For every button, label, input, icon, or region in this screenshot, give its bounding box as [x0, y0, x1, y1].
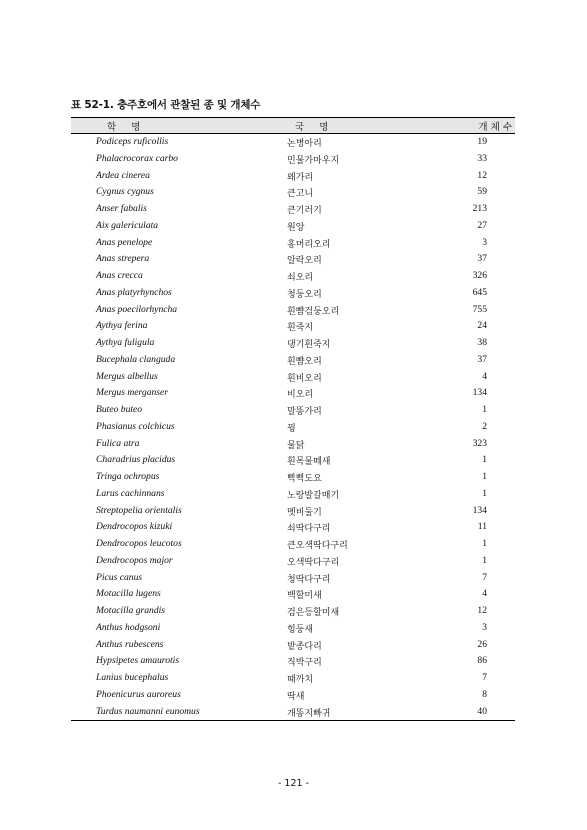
korean-name-cell: 큰기러기 [287, 206, 322, 216]
scientific-name-cell: Picus canus [96, 571, 143, 583]
korean-name-cell: 알락오리 [287, 256, 322, 267]
table-header [71, 118, 515, 134]
count-cell: 12 [477, 169, 487, 181]
korean-name-cell: 비오리 [287, 390, 314, 401]
scientific-name-cell: Aix galericulata [96, 219, 159, 231]
korean-name-cell: 민물가마우지 [287, 155, 340, 166]
korean-name-cell: 큰오색딱다구리 [287, 541, 348, 551]
korean-name-cell: 청딱다구리 [287, 574, 331, 585]
table-row [71, 570, 515, 587]
scientific-name-cell: Streptopelia orientalis [96, 504, 182, 516]
korean-name-cell: 노랑발갈매기 [287, 490, 340, 501]
count-cell: 134 [472, 504, 487, 516]
table-row [71, 620, 515, 637]
table-row [71, 268, 515, 285]
table-row [71, 653, 515, 670]
scientific-name-cell: Fulica atra [96, 437, 140, 449]
table-row [71, 251, 515, 268]
korean-name-cell: 직박구리 [287, 658, 322, 669]
count-cell: 37 [477, 353, 487, 365]
korean-name-cell: 밭종다리 [287, 641, 322, 652]
scientific-name-cell: Larus cachinnans [96, 487, 165, 499]
count-cell: 1 [482, 554, 487, 566]
count-cell: 7 [482, 571, 487, 583]
scientific-name-cell: Dendrocopos kizuki [96, 521, 173, 533]
scientific-name-cell: Anas crecca [96, 270, 143, 281]
count-cell: 3 [482, 236, 487, 248]
table-row [71, 335, 515, 352]
korean-name-cell: 홍머리오리 [287, 239, 331, 250]
table-row [71, 670, 515, 687]
count-cell: 213 [472, 203, 487, 214]
scientific-name-cell: Phoenicurus auroreus [96, 688, 181, 700]
header-count: 개 체 수 [478, 122, 512, 133]
table-row [71, 452, 515, 469]
scientific-name-cell: Buteo buteo [96, 404, 143, 415]
korean-name-cell: 왜가리 [287, 172, 314, 183]
korean-name-cell: 댕기흰죽지 [287, 340, 331, 350]
count-cell: 326 [472, 270, 487, 281]
korean-name-cell: 흰비오리 [287, 373, 322, 384]
count-cell: 19 [477, 136, 487, 147]
table-row [71, 436, 515, 453]
scientific-name-cell: Anas strepera [96, 253, 150, 265]
scientific-name-cell: Dendrocopos major [96, 554, 173, 566]
table-row [71, 536, 515, 553]
table-row [71, 704, 515, 721]
count-cell: 1 [482, 487, 487, 499]
table-row [71, 134, 515, 151]
scientific-name-cell: Mergus merganser [96, 387, 169, 399]
table-row [71, 285, 515, 302]
table-row [71, 553, 515, 570]
species-table [71, 117, 515, 721]
korean-name-cell: 멧비둘기 [287, 507, 322, 518]
table-row [71, 519, 515, 536]
korean-name-cell: 흰뺨오리 [287, 356, 322, 367]
scientific-name-cell: Podiceps ruficollis [96, 136, 169, 147]
count-cell: 40 [477, 705, 487, 717]
korean-name-cell: 삑삑도요 [287, 474, 322, 484]
table-row [71, 352, 515, 369]
scientific-name-cell: Ardea cinerea [96, 169, 150, 181]
count-cell: 4 [482, 588, 487, 600]
korean-name-cell: 원앙 [287, 222, 305, 233]
count-cell: 1 [482, 538, 487, 549]
count-cell: 323 [472, 437, 487, 449]
scientific-name-cell: Turdus naumanni eunomus [96, 705, 200, 717]
scientific-name-cell: Anas poecilorhyncha [96, 303, 178, 315]
header-korean-name: 국 명 [295, 122, 329, 133]
count-cell: 1 [482, 404, 487, 415]
korean-name-cell: 검은등할미새 [287, 608, 340, 618]
count-cell: 1 [482, 471, 487, 482]
scientific-name-cell: Motacilla grandis [96, 605, 166, 616]
table-caption: 표 52-1. 충주호에서 관찰된 종 및 개체수 [71, 99, 261, 111]
table-row [71, 168, 515, 185]
table-row [71, 603, 515, 620]
scientific-name-cell: Tringa ochropus [96, 471, 160, 482]
count-cell: 645 [472, 286, 487, 298]
table-row [71, 151, 515, 168]
korean-name-cell: 때까치 [287, 675, 314, 685]
korean-name-cell: 물닭 [287, 440, 305, 451]
count-cell: 1 [482, 454, 487, 466]
korean-name-cell: 딱새 [287, 691, 305, 702]
table-body [71, 134, 515, 720]
table-row [71, 469, 515, 486]
count-cell: 33 [477, 152, 487, 164]
count-cell: 134 [472, 387, 487, 399]
table-row [71, 369, 515, 386]
count-cell: 7 [482, 672, 487, 683]
count-cell: 2 [482, 420, 487, 432]
count-cell: 86 [477, 655, 487, 667]
table-row [71, 218, 515, 235]
korean-name-cell: 청둥오리 [287, 289, 322, 300]
scientific-name-cell: Charadrius placidus [96, 454, 176, 466]
table-row [71, 419, 515, 436]
table-row [71, 687, 515, 704]
korean-name-cell: 흰뺨검둥오리 [287, 306, 340, 317]
scientific-name-cell: Aythya fuligula [96, 337, 155, 348]
table-row [71, 637, 515, 654]
korean-name-cell: 흰죽지 [287, 323, 314, 334]
korean-name-cell: 개똥지빠귀 [287, 708, 331, 719]
count-cell: 12 [477, 605, 487, 616]
count-cell: 755 [472, 303, 487, 315]
count-cell: 26 [477, 638, 487, 650]
scientific-name-cell: Lanius bucephalus [96, 672, 169, 683]
scientific-name-cell: Hypsipetes amaurotis [96, 655, 180, 667]
table-row [71, 302, 515, 319]
korean-name-cell: 쇠딱다구리 [287, 524, 331, 535]
table-row [71, 318, 515, 335]
scientific-name-cell: Phasianus colchicus [96, 420, 175, 432]
header-scientific-name: 학 명 [107, 122, 141, 133]
korean-name-cell: 오색딱다구리 [287, 557, 340, 568]
scientific-name-cell: Bucephala clanguda [96, 353, 176, 365]
korean-name-cell: 꿩 [287, 423, 296, 434]
count-cell: 37 [477, 253, 487, 265]
page-number: - 121 - [277, 778, 310, 789]
count-cell: 3 [482, 621, 487, 633]
scientific-name-cell: Aythya ferina [96, 320, 148, 332]
scientific-name-cell: Dendrocopos leucotos [96, 538, 182, 549]
table-row [71, 235, 515, 252]
scientific-name-cell: Mergus albellus [96, 370, 158, 382]
scientific-name-cell: Cygnus cygnus [96, 186, 154, 198]
table-row [71, 201, 515, 218]
korean-name-cell: 말똥가리 [287, 407, 322, 417]
scientific-name-cell: Anthus hodgsoni [96, 621, 161, 633]
table-row [71, 586, 515, 603]
table-row [71, 385, 515, 402]
korean-name-cell: 백할미새 [287, 591, 322, 602]
count-cell: 59 [477, 186, 487, 198]
table-row [71, 486, 515, 503]
count-cell: 27 [477, 219, 487, 231]
count-cell: 8 [482, 688, 487, 700]
table-row [71, 503, 515, 520]
korean-name-cell: 흰목물떼새 [287, 457, 331, 468]
table-row [71, 402, 515, 419]
count-cell: 4 [482, 370, 487, 382]
count-cell: 38 [477, 337, 487, 348]
korean-name-cell: 쇠오리 [287, 273, 314, 283]
scientific-name-cell: Anas penelope [96, 236, 153, 248]
korean-name-cell: 힝둥새 [287, 624, 314, 635]
table-row [71, 184, 515, 201]
count-cell: 11 [477, 521, 487, 533]
scientific-name-cell: Anthus rubescens [96, 638, 164, 650]
scientific-name-cell: Motacilla lugens [96, 588, 161, 600]
korean-name-cell: 논병아리 [287, 139, 322, 149]
scientific-name-cell: Anser fabalis [96, 203, 147, 214]
count-cell: 24 [477, 320, 487, 332]
scientific-name-cell: Phalacrocorax carbo [96, 152, 178, 164]
korean-name-cell: 큰고니 [287, 189, 314, 200]
scientific-name-cell: Anas platyrhynchos [96, 286, 172, 298]
